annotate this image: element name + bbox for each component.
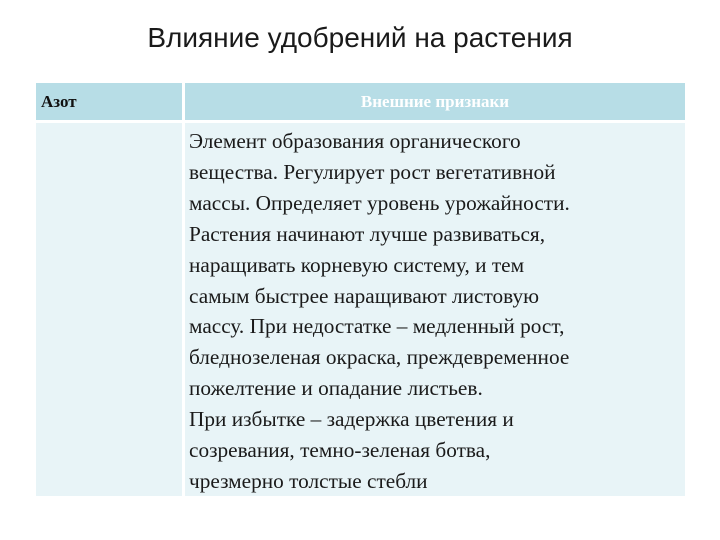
- slide-title: Влияние удобрений на растения: [147, 22, 573, 53]
- table-cell-element-empty: [36, 123, 182, 496]
- fertilizer-table: [36, 83, 685, 496]
- column-divider: [182, 83, 185, 496]
- header-cell-external-signs: Внешние признаки: [360, 92, 510, 111]
- header-cell-element: Азот: [41, 92, 77, 111]
- row-divider: [36, 120, 685, 123]
- table-header-row: [36, 83, 685, 120]
- description-text: Элемент образования органического вещества. Регулирует рост вегетативной массы. Определяет уровень урожайности. Растения начинают лучше развиваться, наращивать корневую систему, и тем самым быстрее наращивают листовую массу. При недостатке – медленный рост, бледнозеленая окраска, преждевременное пожелтение и опадание листьев. При избытке – задержка цветения и созревания, темно-зеленая ботва, чрезмерно толстые стебли: [189, 129, 570, 493]
- table-cell-description: [185, 123, 685, 496]
